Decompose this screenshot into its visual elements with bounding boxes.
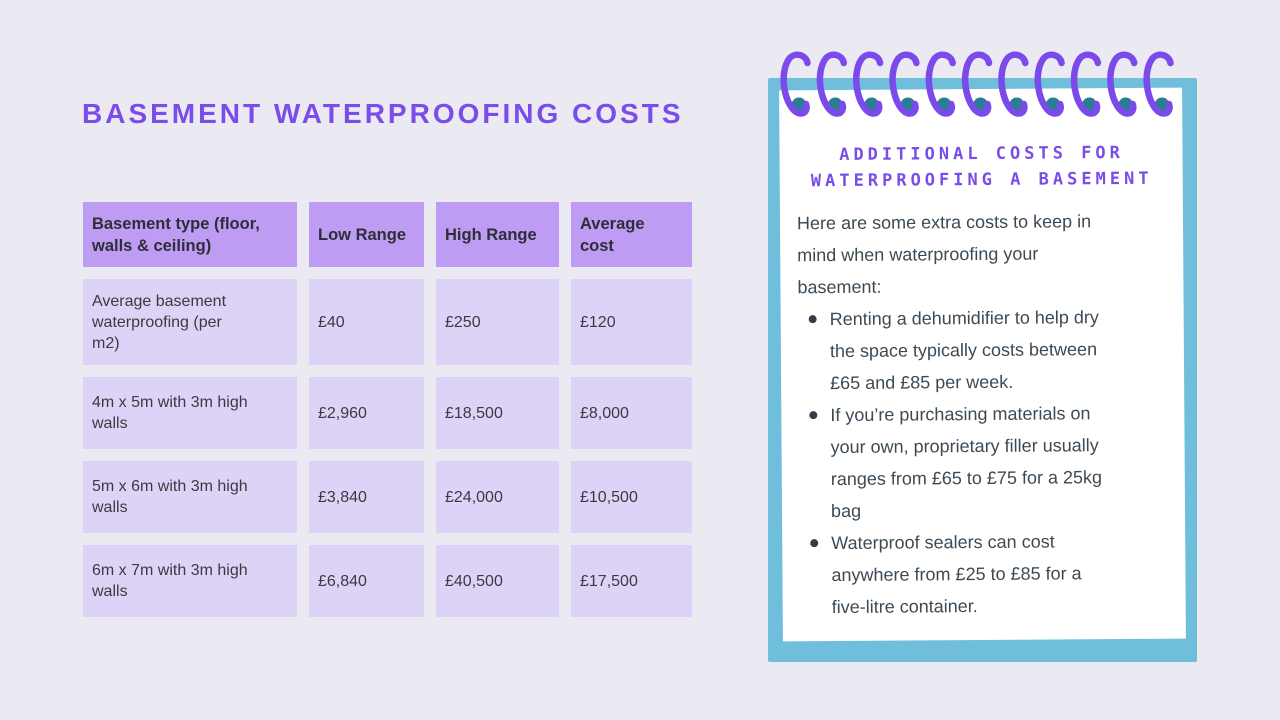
table-cell-avg: £17,500 [571,545,692,617]
table-cell-high: £18,500 [436,377,559,449]
spiral-ring-icon [1038,55,1062,114]
table-cell-avg: £10,500 [571,461,692,533]
page-title: BASEMENT WATERPROOFING COSTS [82,98,684,129]
column-header-low-range: Low Range [309,202,424,267]
note-bullet-list [798,301,1186,624]
spiral-ring-icon [820,55,844,114]
spiral-ring-icon [1110,55,1134,114]
note-bullet: Waterproof sealers can cost anywhere from £25 to £85 for a five-litre container. [831,525,1117,623]
table-cell-high: £24,000 [436,461,559,533]
table-cell-low: £2,960 [309,377,424,449]
note-title-line1: ADDITIONAL COSTS FOR [839,143,1124,165]
spiral-ring-icon [1147,55,1171,114]
table-cell-low: £3,840 [309,461,424,533]
note-title [788,140,1174,195]
spiral-ring-icon [784,55,808,114]
costs-table [83,202,692,617]
table-cell-type: 6m x 7m with 3m high walls [83,545,297,617]
spiral-ring-icon [893,55,917,114]
column-header-high-range: High Range [436,202,559,267]
note-intro: Here are some extra costs to keep in mind when waterproofing your basement: [796,211,1092,298]
table-cell-avg: £120 [571,279,692,365]
spiral-ring-icon [965,55,989,114]
notepad-board [768,78,1197,662]
note-bullet: If you’re purchasing materials on your own, proprietary filler usually ranges from £65 to £75 for a 25kg bag [830,397,1116,527]
table-cell-type: 4m x 5m with 3m high walls [83,377,297,449]
table-cell-low: £6,840 [309,545,424,617]
table-cell-high: £250 [436,279,559,365]
column-header-average-cost: Average cost [571,202,692,267]
table-cell-low: £40 [309,279,424,365]
notepad-paper [779,88,1186,642]
column-header-basement-type: Basement type (floor, walls & ceiling) [83,202,297,267]
table-cell-high: £40,500 [436,545,559,617]
table-cell-type: 5m x 6m with 3m high walls [83,461,297,533]
spiral-binding [779,50,1189,118]
note-title-line2: WATERPROOFING A BASEMENT [810,168,1153,192]
table-cell-avg: £8,000 [571,377,692,449]
spiral-ring-icon [929,55,953,114]
table-cell-type: Average basement waterproofing (per m2) [83,279,297,365]
spiral-ring-icon [856,55,880,114]
spiral-ring-icon [1001,55,1025,114]
spiral-ring-icon [1074,55,1098,114]
note-bullet: Renting a dehumidifier to help dry the space typically costs between £65 and £85 per week. [830,301,1116,399]
